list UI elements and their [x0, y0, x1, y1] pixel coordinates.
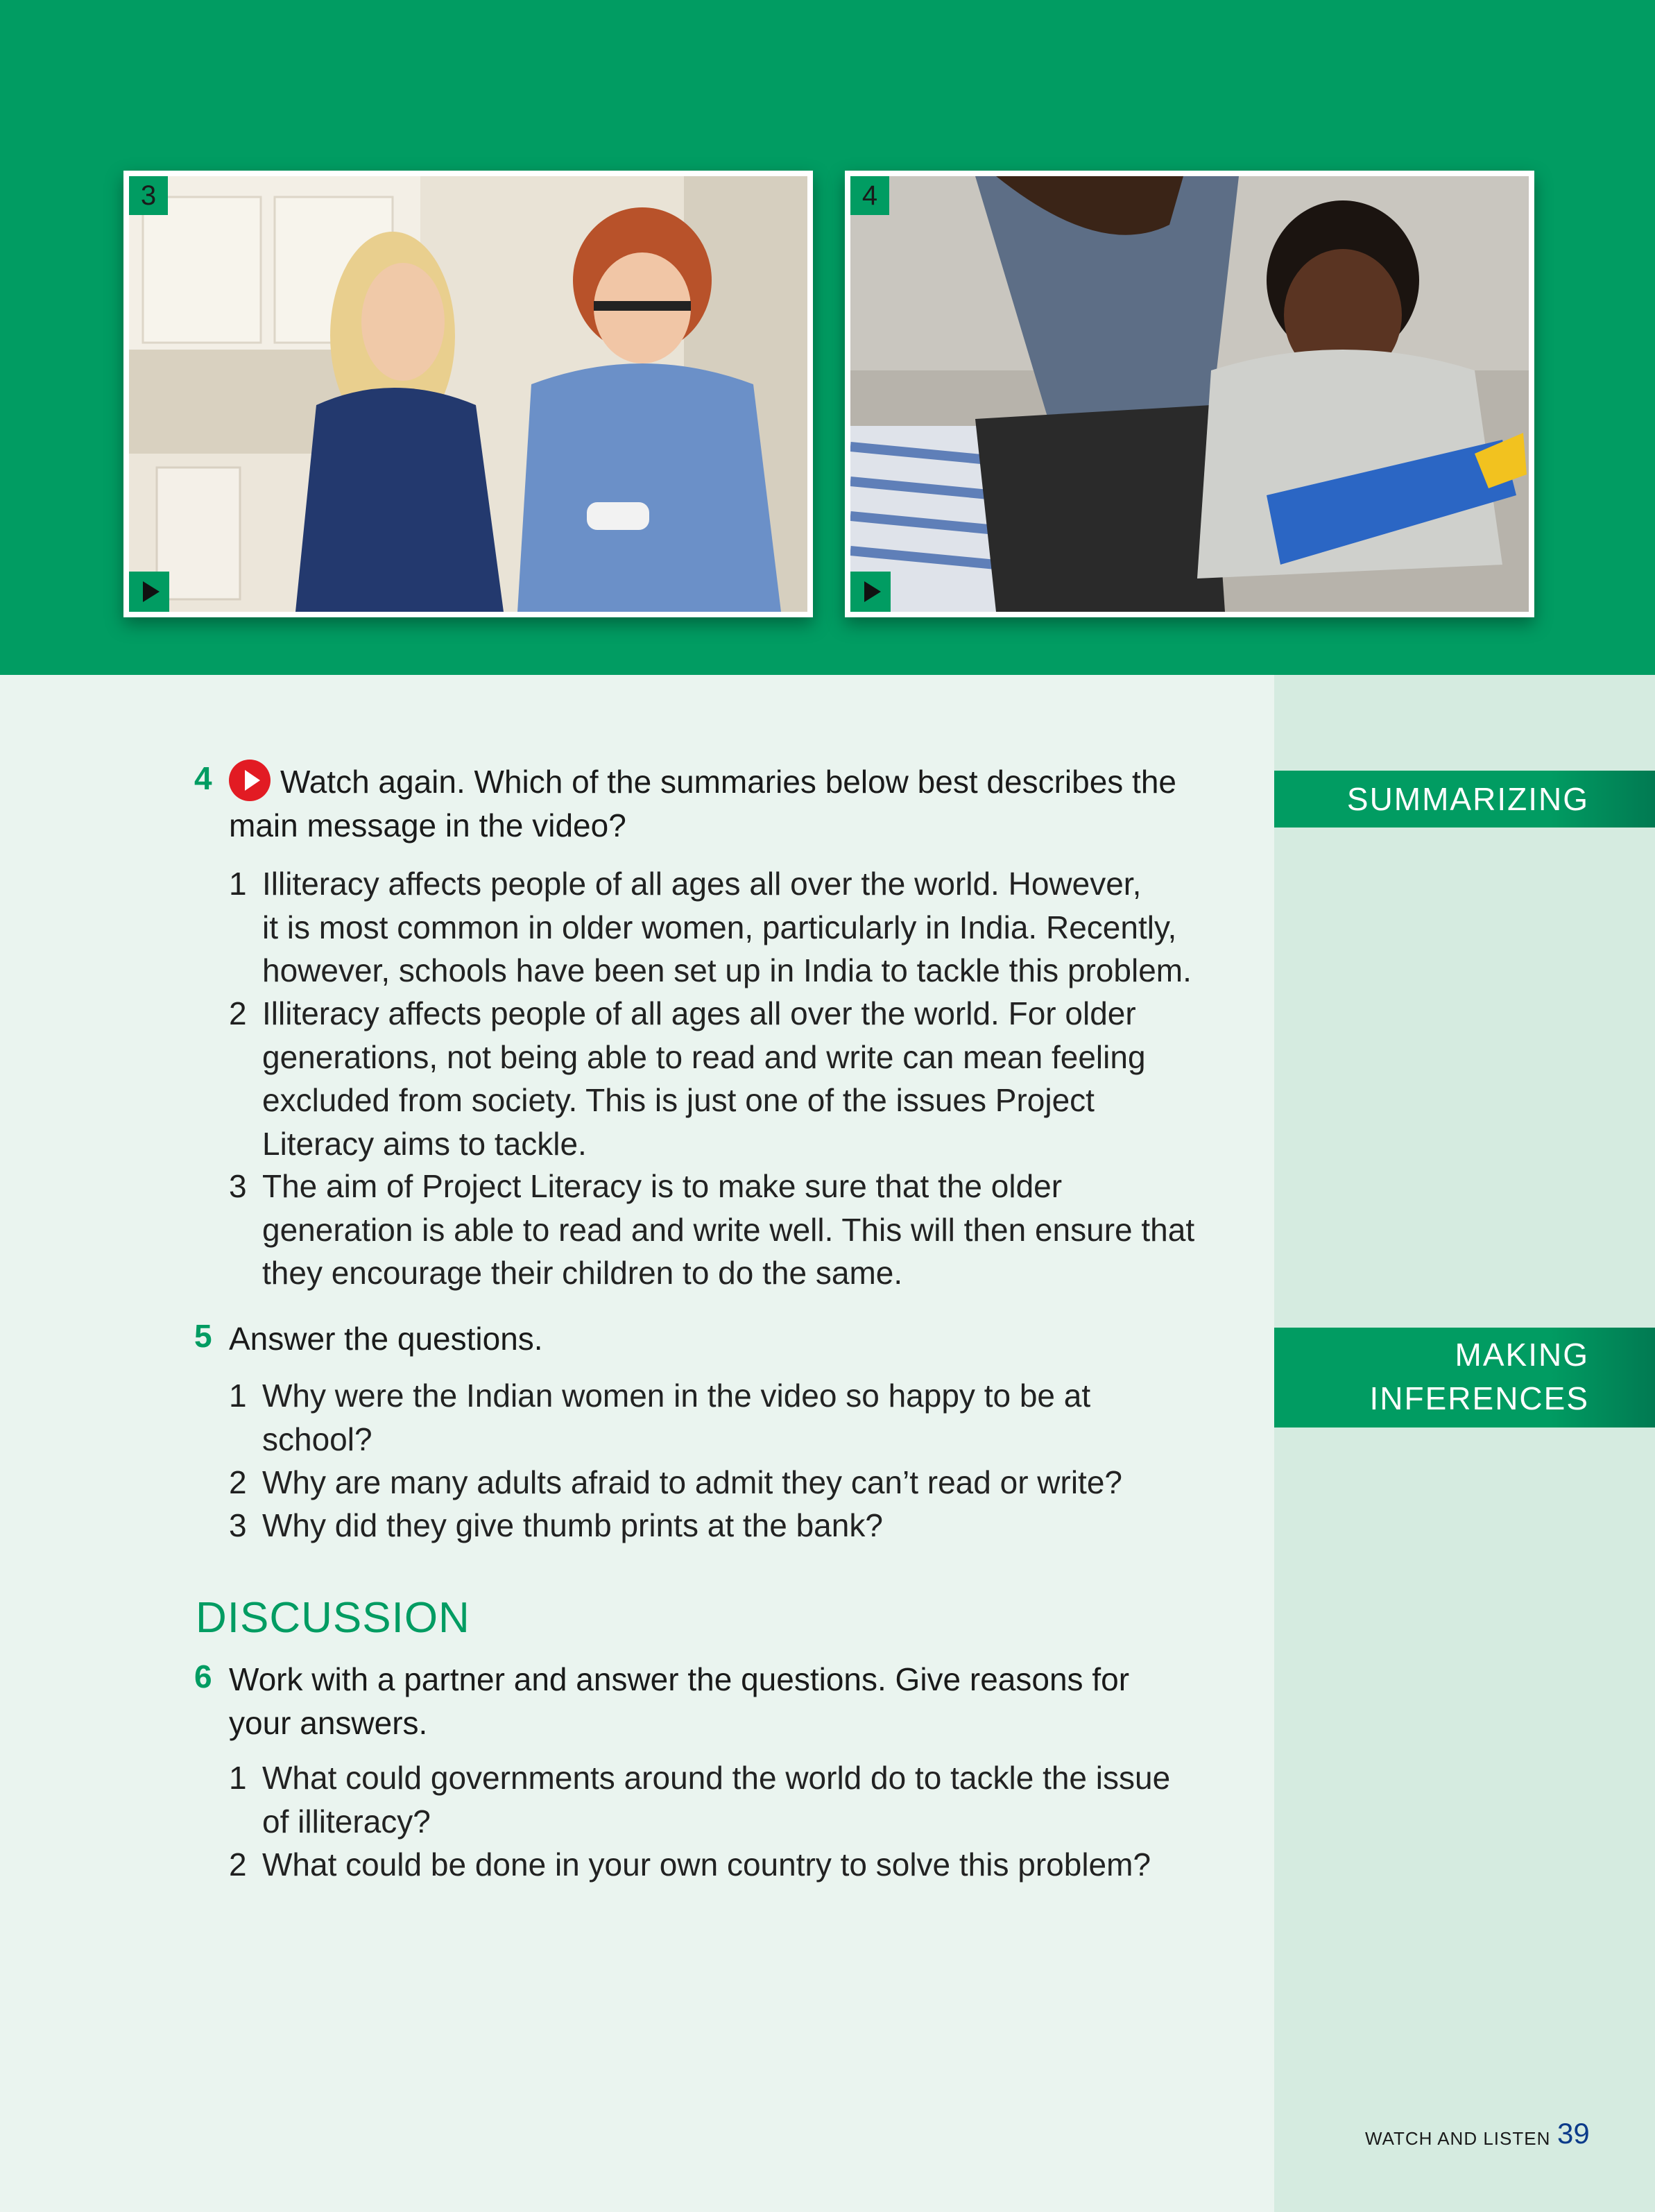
summary-option-1: Illiteracy affects people of all ages all over the world. However, it is most common in older women, particularly in India. Recently, however, schools have been set up in India to tackle this problem. [262, 866, 1192, 988]
summary-option-3: The aim of Project Literacy is to make sure that the older generation is able to read and write well. This will then ensure that they encourage their children to do the same. [262, 1168, 1195, 1291]
photo-mother-child-reading [850, 176, 1529, 612]
video-still-4[interactable] [845, 171, 1534, 617]
tab-label-line1: MAKING [1455, 1337, 1589, 1373]
item-number: 1 [229, 1378, 247, 1414]
item-number: 2 [229, 1464, 247, 1500]
video-still-3[interactable] [123, 171, 813, 617]
skill-tab-summarizing [1274, 771, 1655, 828]
prompt-line: Watch again. Which of the summaries below best describes the [280, 764, 1176, 800]
question-prompt [229, 760, 1249, 848]
prompt-line: main message in the video? [229, 807, 626, 843]
discussion-item-1: What could governments around the world do to tackle the issue of illiteracy? [262, 1760, 1171, 1840]
page-number: 39 [1557, 2117, 1590, 2150]
video-play-icon[interactable] [229, 760, 271, 801]
summary-option-2: Illiteracy affects people of all ages all over the world. For older generations, not being able to read and write can mean feeling excluded from society. This is just one of the issues Project Literacy aims to tackle. [262, 995, 1146, 1162]
photo-kitchen-women [129, 176, 807, 612]
section-heading-discussion: DISCUSSION [196, 1594, 470, 1642]
item-number: 1 [229, 1760, 247, 1796]
photo-number-badge: 4 [850, 176, 889, 215]
question-item-2: Why are many adults afraid to admit they can’t read or write? [262, 1464, 1123, 1500]
item-number: 3 [229, 1507, 247, 1543]
skill-tab-making-inferences [1274, 1328, 1655, 1427]
play-icon[interactable] [850, 572, 891, 612]
play-icon[interactable] [129, 572, 169, 612]
tab-label: SUMMARIZING [1346, 781, 1589, 817]
question-number: 5 [194, 1318, 212, 1354]
item-number: 2 [229, 1846, 247, 1883]
question-item-1: Why were the Indian women in the video so happy to be at school? [262, 1378, 1091, 1457]
photo-number-badge: 3 [129, 176, 168, 215]
item-number: 3 [229, 1168, 247, 1204]
question-number: 4 [194, 760, 212, 796]
discussion-item-2: What could be done in your own country to solve this problem? [262, 1846, 1151, 1883]
tab-label-line2: INFERENCES [1369, 1380, 1589, 1416]
question-item-3: Why did they give thumb prints at the bank? [262, 1507, 883, 1543]
question-prompt: Answer the questions. [229, 1321, 543, 1357]
question-number: 6 [194, 1658, 212, 1695]
question-prompt: Work with a partner and answer the questions. Give reasons for your answers. [229, 1661, 1130, 1741]
item-number: 1 [229, 866, 247, 902]
item-number: 2 [229, 995, 247, 1031]
footer-section-label: WATCH AND LISTEN [1365, 2128, 1551, 2149]
sidebar-panel [1274, 675, 1655, 2212]
